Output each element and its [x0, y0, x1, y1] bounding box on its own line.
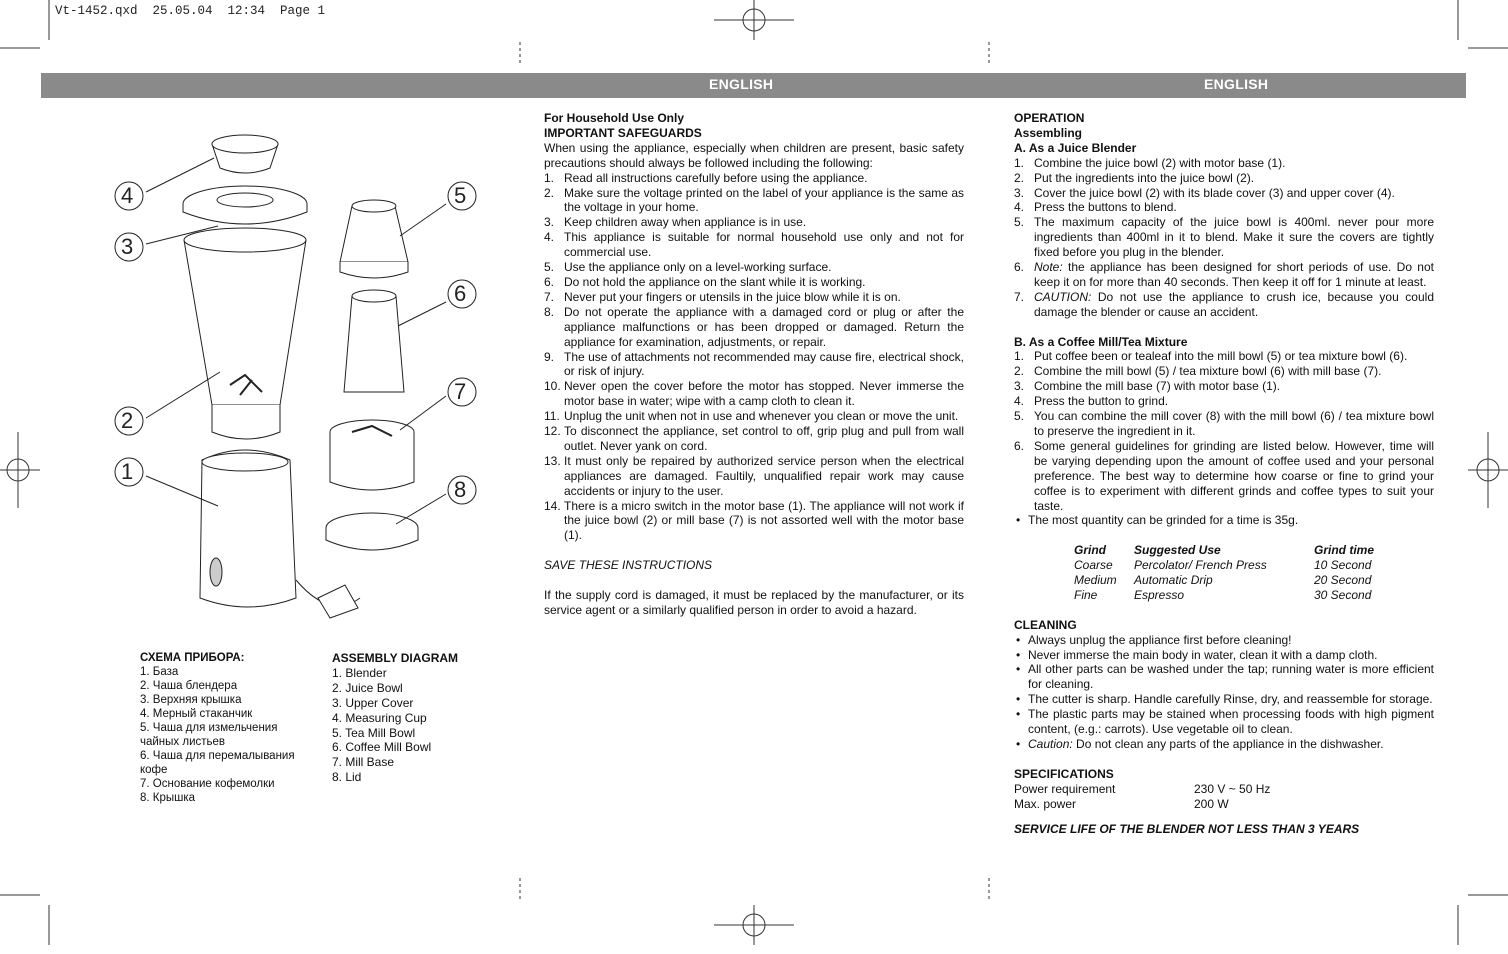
safeguards-intro: When using the appliance, especially when children are present, basic safety precautions should always be followed including the following: [544, 140, 964, 170]
legend-item: 4. Measuring Cup [332, 710, 427, 725]
legend-english [332, 651, 512, 785]
cleaning-title: CLEANING [1014, 617, 1077, 632]
operation-note: 6. Note: the appliance has been designed for short periods of use. Do not keep it on for more than 40 seconds. Then keep it off for 1 minute at least. [1014, 260, 1434, 289]
safeguard-item: 3. Keep children away when appliance is in use. [544, 215, 807, 230]
legend-item: чайных листьев [140, 736, 226, 748]
legend-item: 7. Mill Base [332, 755, 395, 770]
grind-cell: Espresso [1134, 587, 1185, 602]
callout-4: 4 [121, 183, 134, 208]
operation-title: OPERATION [1014, 111, 1085, 125]
legend-item: 5. Чаша для измельчения [140, 722, 278, 734]
specifications-title: SPECIFICATIONS [1014, 766, 1114, 781]
callout-2: 2 [121, 408, 134, 433]
legend-item: 6. Чаша для перемалывания [140, 750, 295, 762]
grind-cell: 10 Second [1314, 558, 1372, 573]
operation-step: 5. You can combine the mill cover (8) with the mill bowl (6) / tea mixture bowl to preserve the ingredient in it. [1014, 409, 1434, 439]
safeguard-item: 10. Never open the cover before the motor has stopped. Never immerse the motor base in water; wipe with a camp cloth to clean it. [544, 379, 964, 409]
legend-russian [140, 651, 320, 805]
callout-3: 3 [121, 234, 134, 259]
cleaning-item: • The plastic parts may be stained when processing foods with high pigment content, (e.g.: carrots). Use vegetable oil to clean. [1016, 707, 1434, 737]
safeguard-item: 6. Do not hold the appliance on the slant while it is working. [544, 274, 866, 289]
operation-step: 5. The maximum capacity of the juice bowl is 400ml. never pour more ingredients than 400ml in it to blend. Make it sure the covers are tightly fixed before you plug in the blender. [1014, 215, 1434, 260]
operation-column [1014, 111, 1434, 836]
grind-cell: 30 Second [1314, 587, 1372, 602]
legend-item: 3. Upper Cover [332, 695, 414, 710]
operation-step: 2. Put the ingredients into the juice bowl (2). [1014, 170, 1255, 185]
safeguards-title: IMPORTANT SAFEGUARDS [544, 125, 702, 140]
grind-header: Grind time [1314, 543, 1375, 558]
operation-step: 3. Cover the juice bowl (2) with its blade cover (3) and upper cover (4). [1014, 185, 1395, 200]
grind-cell: Coarse [1074, 558, 1113, 573]
grind-cell: Fine [1074, 587, 1098, 602]
household-use-heading: For Household Use Only [544, 111, 685, 125]
legend-item: 5. Tea Mill Bowl [332, 725, 416, 740]
legend-item: 3. Верхняя крышка [140, 694, 242, 706]
service-life-note: SERVICE LIFE OF THE BLENDER NOT LESS THAN 3 YEARS [1014, 821, 1360, 836]
legend-item: 1. Blender [332, 665, 387, 680]
grind-cell: Automatic Drip [1134, 573, 1213, 588]
cleaning-item: • The cutter is sharp. Handle carefully Rinse, dry, and reassemble for storage. [1016, 692, 1433, 707]
spec-label: Max. power [1014, 796, 1077, 811]
spec-value: 200 W [1194, 796, 1229, 811]
safeguard-item: 11. Unplug the unit when not in use and whenever you clean or move the unit. [544, 409, 959, 424]
grind-table [1074, 543, 1434, 603]
operation-step: 1. Put coffee been or tealeaf into the mill bowl (5) or tea mixture bowl (6). [1014, 349, 1408, 364]
legend-russian-title: СХЕМА ПРИБОРА: [140, 652, 245, 664]
operation-step: 3. Combine the mill base (7) with motor base (1). [1014, 379, 1281, 394]
legend-item: 2. Чаша блендера [140, 680, 238, 692]
spec-label: Power requirement [1014, 781, 1116, 796]
legend-english-title: ASSEMBLY DIAGRAM [332, 651, 459, 665]
legend-item: 1. База [140, 666, 179, 678]
header-english-right: ENGLISH [1204, 76, 1269, 92]
coffee-mill-heading: B. As a Coffee Mill/Tea Mixture [1014, 334, 1188, 349]
safeguard-item: 9. The use of attachments not recommended may cause fire, electrical shock, or risk of injury. [544, 349, 964, 379]
operation-caution: 7. CAUTION: Do not use the appliance to crush ice, because you could damage the blender or cause an accident. [1014, 289, 1434, 319]
callout-1: 1 [121, 459, 134, 484]
safeguard-item: 12. To disconnect the appliance, set control to off, grip plug and pull from wall outlet. Never yank on cord. [544, 424, 964, 453]
assembling-heading: Assembling [1014, 125, 1083, 140]
safeguard-item: 8. Do not operate the appliance with a damaged cord or plug or after the appliance malfunctions or has been dropped or damaged. Return the appliance for examination, adjustments, or repair. [544, 304, 964, 349]
safeguard-item: 1. Read all instructions carefully before using the appliance. [544, 170, 868, 185]
supply-cord-note: If the supply cord is damaged, it must be replaced by the manufacturer, or its service agent or a similarly qualified person in order to avoid a hazard. [544, 587, 964, 617]
cleaning-item: • All other parts can be washed under the tap; running water is more efficient for cleaning. [1016, 662, 1434, 692]
safeguard-item: 13. It must only be repaired by authorized service person when the electrical appliances are damaged. Faultily, unqualified repair work may cause accidents or injury to the user. [544, 453, 964, 498]
legend-item: 6. Coffee Mill Bowl [332, 740, 432, 755]
file-slug: Vt-1452.qxd 25.05.04 12:34 Page 1 [55, 4, 326, 18]
safeguard-item: 2. Make sure the voltage printed on the label of your appliance is the same as the voltage in your home. [544, 185, 964, 215]
max-quantity-note: • The most quantity can be grinded for a time is 35g. [1016, 513, 1299, 528]
operation-step: 6. Some general guidelines for grinding are listed below. However, time will be varying depending upon the amount of coffee used and your personal preference. The best way to determine how coarse or fine to grind your coffee is to experiment with different grinds and coffee types to suit your taste. [1014, 438, 1434, 513]
legend-item: 2. Juice Bowl [332, 680, 403, 695]
legend-item: 7. Основание кофемолки [140, 778, 275, 790]
callout-7: 7 [454, 379, 467, 404]
spec-value: 230 V ~ 50 Hz [1194, 781, 1271, 796]
legend-item: 8. Крышка [140, 792, 196, 804]
grind-header: Suggested Use [1134, 543, 1221, 558]
grind-cell: 20 Second [1314, 573, 1372, 588]
legend-item: 4. Мерный стаканчик [140, 708, 253, 720]
operation-step: 2. Combine the mill bowl (5) / tea mixture bowl (6) with mill base (7). [1014, 364, 1382, 379]
operation-step: 1. Combine the juice bowl (2) with motor base (1). [1014, 155, 1286, 170]
save-instructions: SAVE THESE INSTRUCTIONS [544, 558, 713, 573]
callout-5: 5 [454, 183, 467, 208]
legend-item: 8. Lid [332, 770, 362, 785]
grind-cell: Percolator/ French Press [1134, 558, 1267, 573]
safeguard-item: 5. Use the appliance only on a level-working surface. [544, 260, 832, 275]
grind-header: Grind [1074, 543, 1106, 558]
operation-step: 4. Press the buttons to blend. [1014, 200, 1177, 215]
callout-8: 8 [454, 477, 467, 502]
safeguards-column [544, 111, 964, 618]
safeguard-item: 4. This appliance is suitable for normal household use only and not for commercial use. [544, 230, 964, 260]
header-english-left: ENGLISH [709, 76, 774, 92]
callout-6: 6 [454, 281, 467, 306]
safeguard-item: 14. There is a micro switch in the motor base (1). The appliance will not work if the juice bowl (2) or mill base (7) is not assorted well with the motor base (1). [544, 498, 964, 543]
safeguard-item: 7. Never put your fingers or utensils in the juice blow while it is on. [544, 289, 901, 304]
legend-item: кофе [140, 764, 168, 776]
cleaning-item: • Never immerse the main body in water, clean it with a damp cloth. [1016, 647, 1378, 662]
juice-blender-heading: A. As a Juice Blender [1014, 140, 1137, 155]
coffee-mill-bowl [344, 296, 404, 392]
specifications-table [1014, 782, 1434, 812]
cleaning-caution: • Caution: Do not clean any parts of the appliance in the dishwasher. [1016, 737, 1384, 752]
operation-step: 4. Press the button to grind. [1014, 394, 1169, 409]
tea-mill-bowl [340, 206, 408, 262]
cleaning-item: • Always unplug the appliance first before cleaning! [1016, 632, 1292, 647]
grind-cell: Medium [1074, 573, 1117, 588]
